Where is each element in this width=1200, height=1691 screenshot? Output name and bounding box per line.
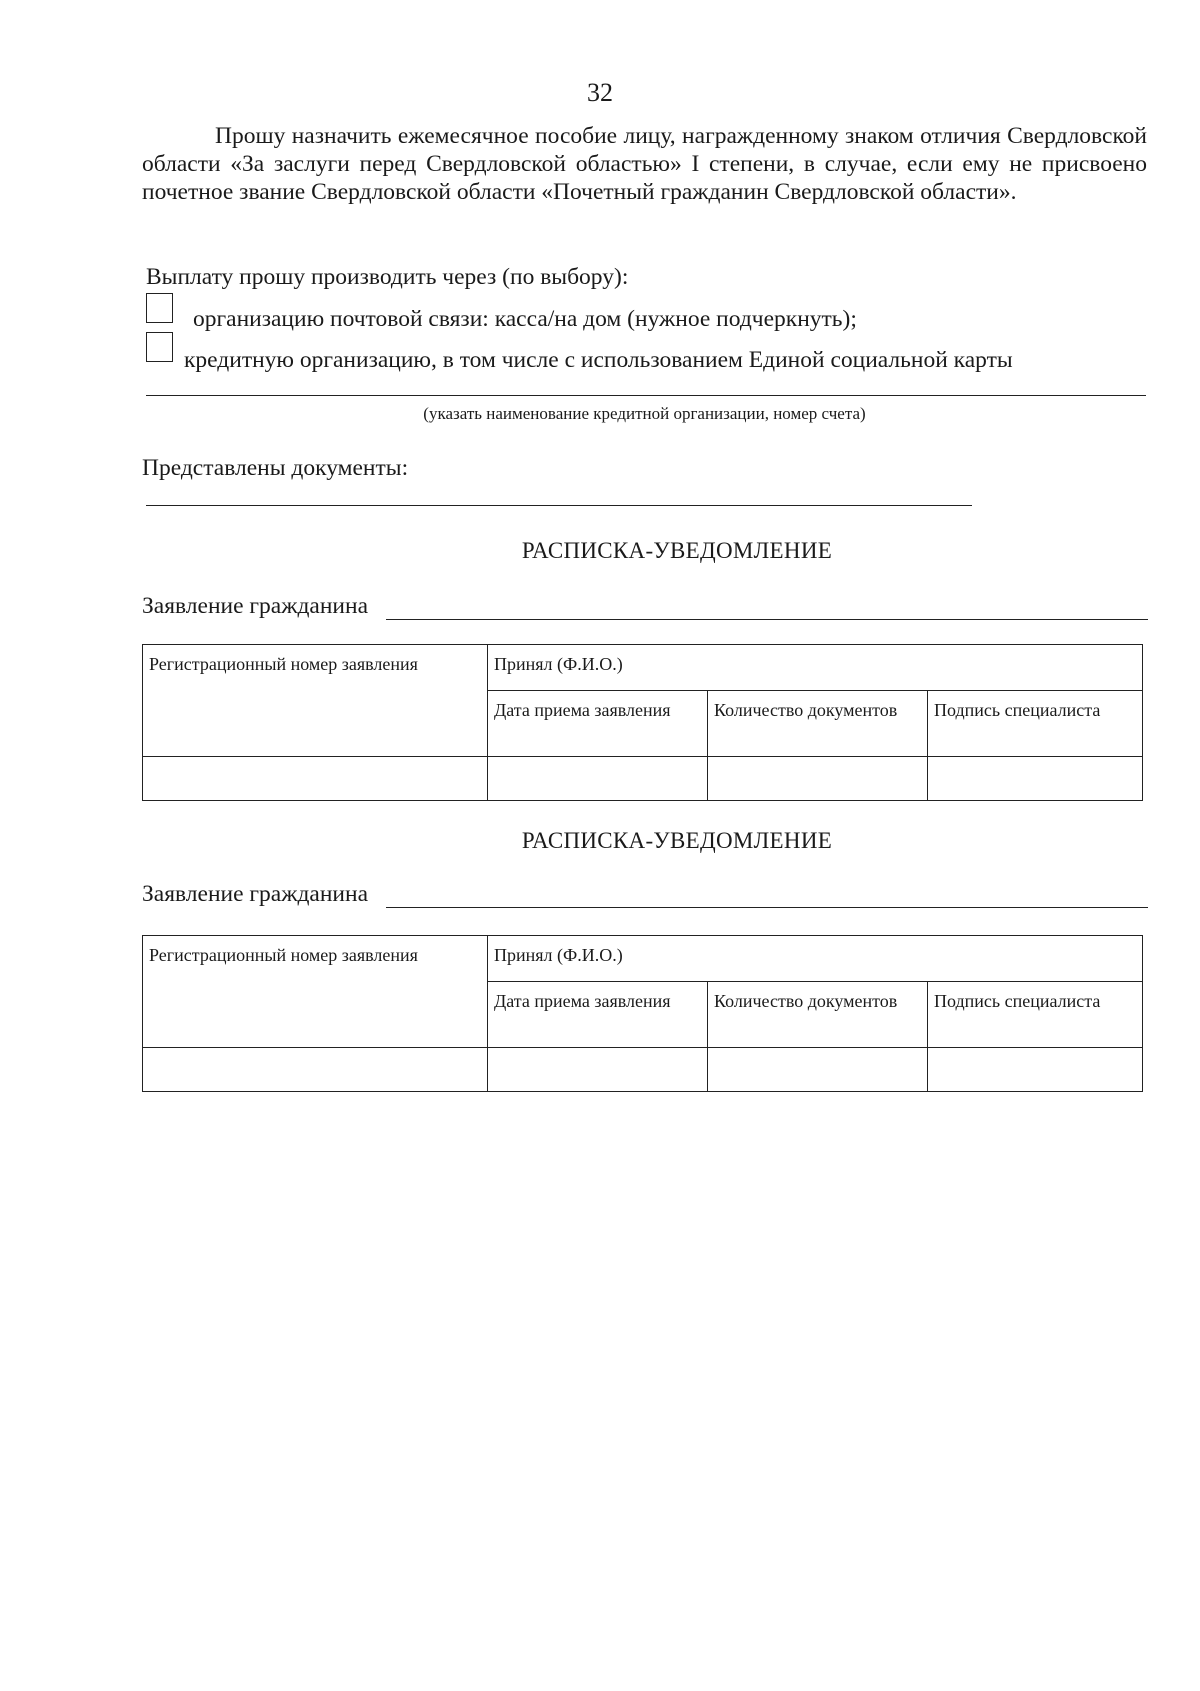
applicant-line-2[interactable] xyxy=(386,907,1148,908)
signature-cell[interactable] xyxy=(928,1048,1143,1092)
bank-option-label: кредитную организацию, в том числе с использованием Единой социальной карты xyxy=(184,347,1013,373)
reg-number-header: Регистрационный номер заявления xyxy=(143,645,488,757)
post-option-checkbox[interactable] xyxy=(146,293,173,323)
documents-label: Представлены документы: xyxy=(142,455,409,481)
reg-number-header: Регистрационный номер заявления xyxy=(143,936,488,1048)
applicant-line-1[interactable] xyxy=(386,619,1148,620)
date-cell[interactable] xyxy=(488,1048,708,1092)
signature-header: Подпись специалиста xyxy=(928,691,1143,757)
accepted-by-header: Принял (Ф.И.О.) xyxy=(488,645,1143,691)
receipt-heading-1: РАСПИСКА-УВЕДОМЛЕНИЕ xyxy=(521,538,833,563)
request-paragraph: Прошу назначить ежемесячное пособие лицу, награжденному знаком отличия Свердловской области «За заслуги перед Свердловской областью» I степени, в случае, если ему не присвоено почетное звание Свердловской области «Почетный гражданин Свердловской области». xyxy=(142,123,1147,205)
count-header: Количество документов xyxy=(708,691,928,757)
signature-cell[interactable] xyxy=(928,757,1143,801)
applicant-label-2: Заявление гражданина xyxy=(142,881,369,907)
date-header: Дата приема заявления xyxy=(488,691,708,757)
count-cell[interactable] xyxy=(708,1048,928,1092)
payment-intro: Выплату прошу производить через (по выбору): xyxy=(146,264,629,290)
bank-option-checkbox[interactable] xyxy=(146,332,173,362)
applicant-label-1: Заявление гражданина xyxy=(142,593,369,619)
bank-details-caption: (указать наименование кредитной организации, номер счета) xyxy=(423,404,866,423)
count-header: Количество документов xyxy=(708,982,928,1048)
signature-header: Подпись специалиста xyxy=(928,982,1143,1048)
count-cell[interactable] xyxy=(708,757,928,801)
receipt-heading-2: РАСПИСКА-УВЕДОМЛЕНИЕ xyxy=(521,828,833,853)
post-option-label: организацию почтовой связи: касса/на дом (нужное подчеркнуть); xyxy=(193,306,857,332)
receipt-table-1 xyxy=(142,644,1143,801)
reg-number-cell[interactable] xyxy=(143,757,488,801)
bank-details-line[interactable] xyxy=(146,395,1146,396)
documents-line[interactable] xyxy=(146,505,972,506)
accepted-by-header: Принял (Ф.И.О.) xyxy=(488,936,1143,982)
date-header: Дата приема заявления xyxy=(488,982,708,1048)
receipt-table-2 xyxy=(142,935,1143,1092)
reg-number-cell[interactable] xyxy=(143,1048,488,1092)
page-number: 32 xyxy=(587,78,613,107)
date-cell[interactable] xyxy=(488,757,708,801)
